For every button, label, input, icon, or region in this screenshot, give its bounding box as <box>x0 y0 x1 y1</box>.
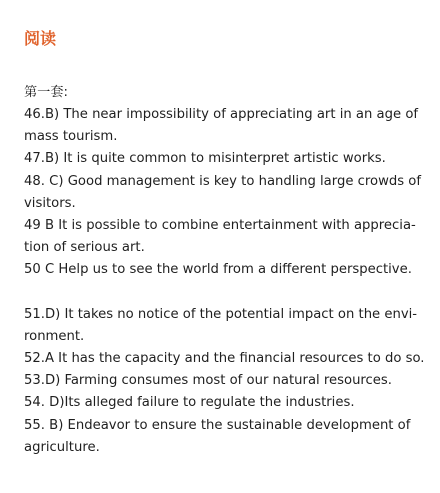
answer-50-line-1: 50 C Help us to see the world from a different perspective. <box>24 262 412 278</box>
answer-48-line-1: 48. C) Good management is key to handling large crowds of <box>24 173 422 189</box>
answer-55-line-2: agriculture. <box>24 439 100 455</box>
answer-list-group-2 <box>24 304 426 459</box>
answer-51-line-2: ronment. <box>24 328 85 344</box>
answer-55-line-1: 55. B) Endeavor to ensure the sustainable development of <box>24 417 411 433</box>
answer-47-line-1: 47.B) It is quite common to misinterpret artistic works. <box>24 151 386 167</box>
answer-49-line-1: 49 B It is possible to combine entertainment with apprecia- <box>24 218 416 234</box>
answer-49-line-2: tion of serious art. <box>24 240 145 256</box>
group-spacer <box>24 282 426 304</box>
answer-46-line-1: 46.B) The near impossibility of appreciating art in an age of <box>24 107 419 122</box>
answer-46-line-2: mass tourism. <box>24 129 118 145</box>
answer-52-line-1: 52.A It has the capacity and the financial resources to do so. <box>24 351 425 367</box>
answer-54-line-1: 54. D)Its alleged failure to regulate the industries. <box>24 395 355 411</box>
section-title: 阅读 <box>24 29 57 48</box>
answer-51-line-1: 51.D) It takes no notice of the potential impact on the envi- <box>24 306 418 322</box>
set-label: 第一套: <box>24 85 69 100</box>
answer-list-group-1 <box>24 104 426 282</box>
answer-53-line-1: 53.D) Farming consumes most of our natural resources. <box>24 373 392 389</box>
answer-48-line-2: visitors. <box>24 195 76 211</box>
